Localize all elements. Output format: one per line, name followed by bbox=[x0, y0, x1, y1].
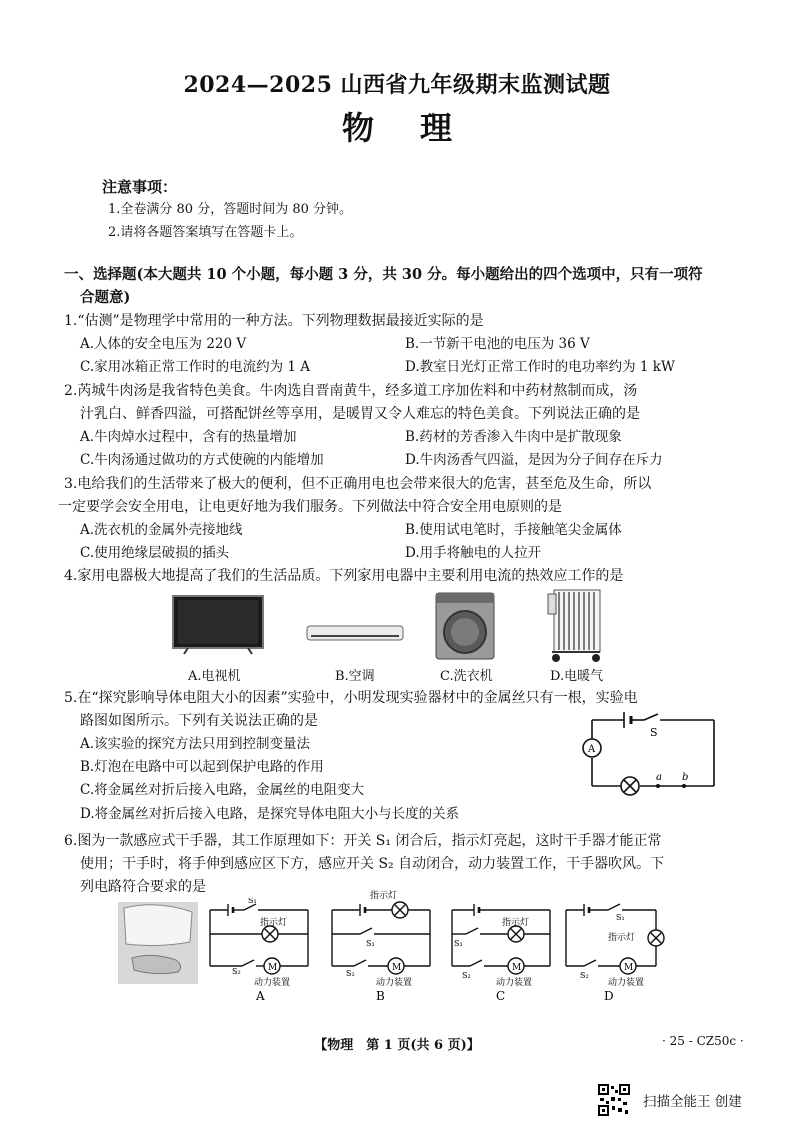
svg-text:M: M bbox=[268, 963, 278, 973]
q6-label-b: B bbox=[376, 989, 385, 1002]
notice-item-2: 2.请将各题答案填写在答题卡上。 bbox=[108, 225, 303, 240]
svg-text:S₂: S₂ bbox=[232, 967, 241, 976]
q2-option-b: B.药材的芳香渗入牛肉中是扩散现象 bbox=[405, 429, 622, 445]
svg-text:S₁: S₁ bbox=[454, 939, 463, 948]
scanner-watermark: 扫描全能王 创建 bbox=[643, 1094, 742, 1110]
svg-text:指示灯: 指示灯 bbox=[608, 933, 636, 943]
svg-text:S₁: S₁ bbox=[366, 939, 375, 948]
q5-option-d: D.将金属丝对折后接入电路，是探究导体电阻大小与长度的关系 bbox=[80, 806, 460, 822]
svg-text:M: M bbox=[624, 963, 634, 973]
q5-circuit-diagram bbox=[576, 706, 722, 812]
q2-option-d: D.牛肉汤香气四溢，是因为分子间存在斥力 bbox=[405, 452, 663, 468]
section-heading-line2: 合题意) bbox=[80, 289, 131, 306]
svg-text:S₁: S₁ bbox=[248, 898, 257, 905]
page-footer: 【物理 第 1 页(共 6 页)】 bbox=[314, 1038, 480, 1053]
q6-circuit-a bbox=[204, 898, 316, 1002]
q5-option-b: B.灯泡在电路中可以起到保护电路的作用 bbox=[80, 759, 324, 775]
q2-option-a: A.牛肉焯水过程中，含有的热量增加 bbox=[80, 429, 297, 445]
q5-option-c: C.将金属丝对折后接入电路，金属丝的电阻变大 bbox=[80, 782, 365, 798]
svg-text:S₂: S₂ bbox=[462, 971, 471, 980]
q4-stem: 4.家用电器极大地提高了我们的生活品质。下列家用电器中主要利用电流的热效应工作的是 bbox=[64, 568, 624, 584]
qr-code-icon bbox=[598, 1084, 630, 1116]
air-conditioner-image bbox=[305, 622, 405, 646]
q6-stem-line1: 6.图为一款感应式干手器，其工作原理如下：开关 S₁ 闭合后，指示灯亮起，这时干手器才能正常 bbox=[64, 833, 662, 849]
ammeter-label: A bbox=[588, 744, 596, 755]
subject-title: 物理 bbox=[341, 109, 498, 147]
q6-stem-line2: 使用；干手时，将手伸到感应区下方，感应开关 S₂ 自动闭合，动力装置工作，干手器吹风。下 bbox=[80, 856, 665, 872]
q6-label-d: D bbox=[604, 989, 614, 1002]
exam-title: 2024—2025 山西省九年级期末监测试题 bbox=[183, 72, 611, 98]
svg-text:S₁: S₁ bbox=[616, 913, 625, 922]
q6-circuit-d bbox=[560, 898, 672, 1002]
q5-option-a: A.该实验的探究方法只用到控制变量法 bbox=[80, 736, 311, 752]
q1-option-d: D.教室日光灯正常工作时的电功率约为 1 kW bbox=[405, 359, 675, 375]
svg-text:指示灯: 指示灯 bbox=[502, 918, 530, 928]
q1-option-a: A.人体的安全电压为 220 V bbox=[80, 336, 247, 352]
q2-stem-line2: 汁乳白、鲜香四溢，可搭配饼丝等享用，是暖胃又令人难忘的特色美食。下列说法正确的是 bbox=[80, 406, 640, 422]
svg-text:S₂: S₂ bbox=[580, 971, 589, 980]
q2-stem-line1: 2.芮城牛肉汤是我省特色美食。牛肉选自晋南黄牛，经多道工序加佐料和中药材熬制而成，汤 bbox=[64, 383, 638, 399]
q3-option-d: D.用手将触电的人拉开 bbox=[405, 545, 542, 561]
q6-circuit-c bbox=[446, 898, 558, 1002]
q4-option-b: B.空调 bbox=[335, 669, 375, 684]
svg-text:动力装置: 动力装置 bbox=[254, 978, 291, 988]
q3-option-b: B.使用试电笔时，手接触笔尖金属体 bbox=[405, 522, 622, 538]
svg-text:S₂: S₂ bbox=[346, 969, 355, 978]
q3-stem-line2: 一定要学会安全用电，让电更好地为我们服务。下列做法中符合安全用电原则的是 bbox=[58, 499, 562, 515]
q1-option-b: B.一节新干电池的电压为 36 V bbox=[405, 336, 590, 352]
q4-option-c: C.洗衣机 bbox=[440, 669, 493, 684]
q6-circuit-b bbox=[326, 888, 438, 1002]
q4-option-a: A.电视机 bbox=[188, 669, 241, 684]
hand-dryer-photo bbox=[118, 902, 198, 984]
q6-label-a: A bbox=[256, 989, 265, 1002]
paper-code: · 25 - CZ50c · bbox=[662, 1034, 744, 1048]
svg-text:动力装置: 动力装置 bbox=[608, 978, 645, 988]
section-heading-line1: 一、选择题(本大题共 10 个小题，每小题 3 分，共 30 分。每小题给出的四个选项中，只有一项符 bbox=[64, 266, 703, 283]
svg-text:M: M bbox=[392, 963, 402, 973]
q1-stem: 1.“估测”是物理学中常用的一种方法。下列物理数据最接近实际的是 bbox=[64, 313, 484, 329]
q5-stem-line1: 5.在“探究影响导体电阻大小的因素”实验中，小明发现实验器材中的金属丝只有一根，实验电 bbox=[64, 690, 638, 706]
svg-text:动力装置: 动力装置 bbox=[496, 978, 533, 988]
tv-image bbox=[168, 592, 268, 658]
q4-option-d: D.电暖气 bbox=[550, 669, 604, 684]
notice-item-1: 1.全卷满分 80 分，答题时间为 80 分钟。 bbox=[108, 202, 353, 217]
q3-option-a: A.洗衣机的金属外壳接地线 bbox=[80, 522, 243, 538]
q1-option-c: C.家用冰箱正常工作时的电流约为 1 A bbox=[80, 359, 311, 375]
electric-heater-image bbox=[544, 586, 608, 666]
svg-text:指示灯: 指示灯 bbox=[260, 918, 288, 928]
point-a-label: a bbox=[656, 772, 662, 783]
q5-stem-line2: 路图如图所示。下列有关说法正确的是 bbox=[80, 713, 318, 729]
notice-heading: 注意事项： bbox=[102, 178, 178, 196]
washing-machine-image bbox=[433, 590, 497, 662]
svg-text:指示灯: 指示灯 bbox=[370, 891, 398, 901]
svg-text:M: M bbox=[512, 963, 522, 973]
switch-s-label: S bbox=[650, 726, 658, 739]
svg-text:动力装置: 动力装置 bbox=[376, 978, 413, 988]
q3-option-c: C.使用绝缘层破损的插头 bbox=[80, 545, 230, 561]
q6-label-c: C bbox=[496, 989, 506, 1002]
q3-stem-line1: 3.电给我们的生活带来了极大的便利，但不正确用电也会带来很大的危害，甚至危及生命，所以 bbox=[64, 476, 652, 492]
point-b-label: b bbox=[682, 772, 689, 783]
q2-option-c: C.牛肉汤通过做功的方式使碗的内能增加 bbox=[80, 452, 324, 468]
q6-stem-line3: 列电路符合要求的是 bbox=[80, 879, 206, 895]
